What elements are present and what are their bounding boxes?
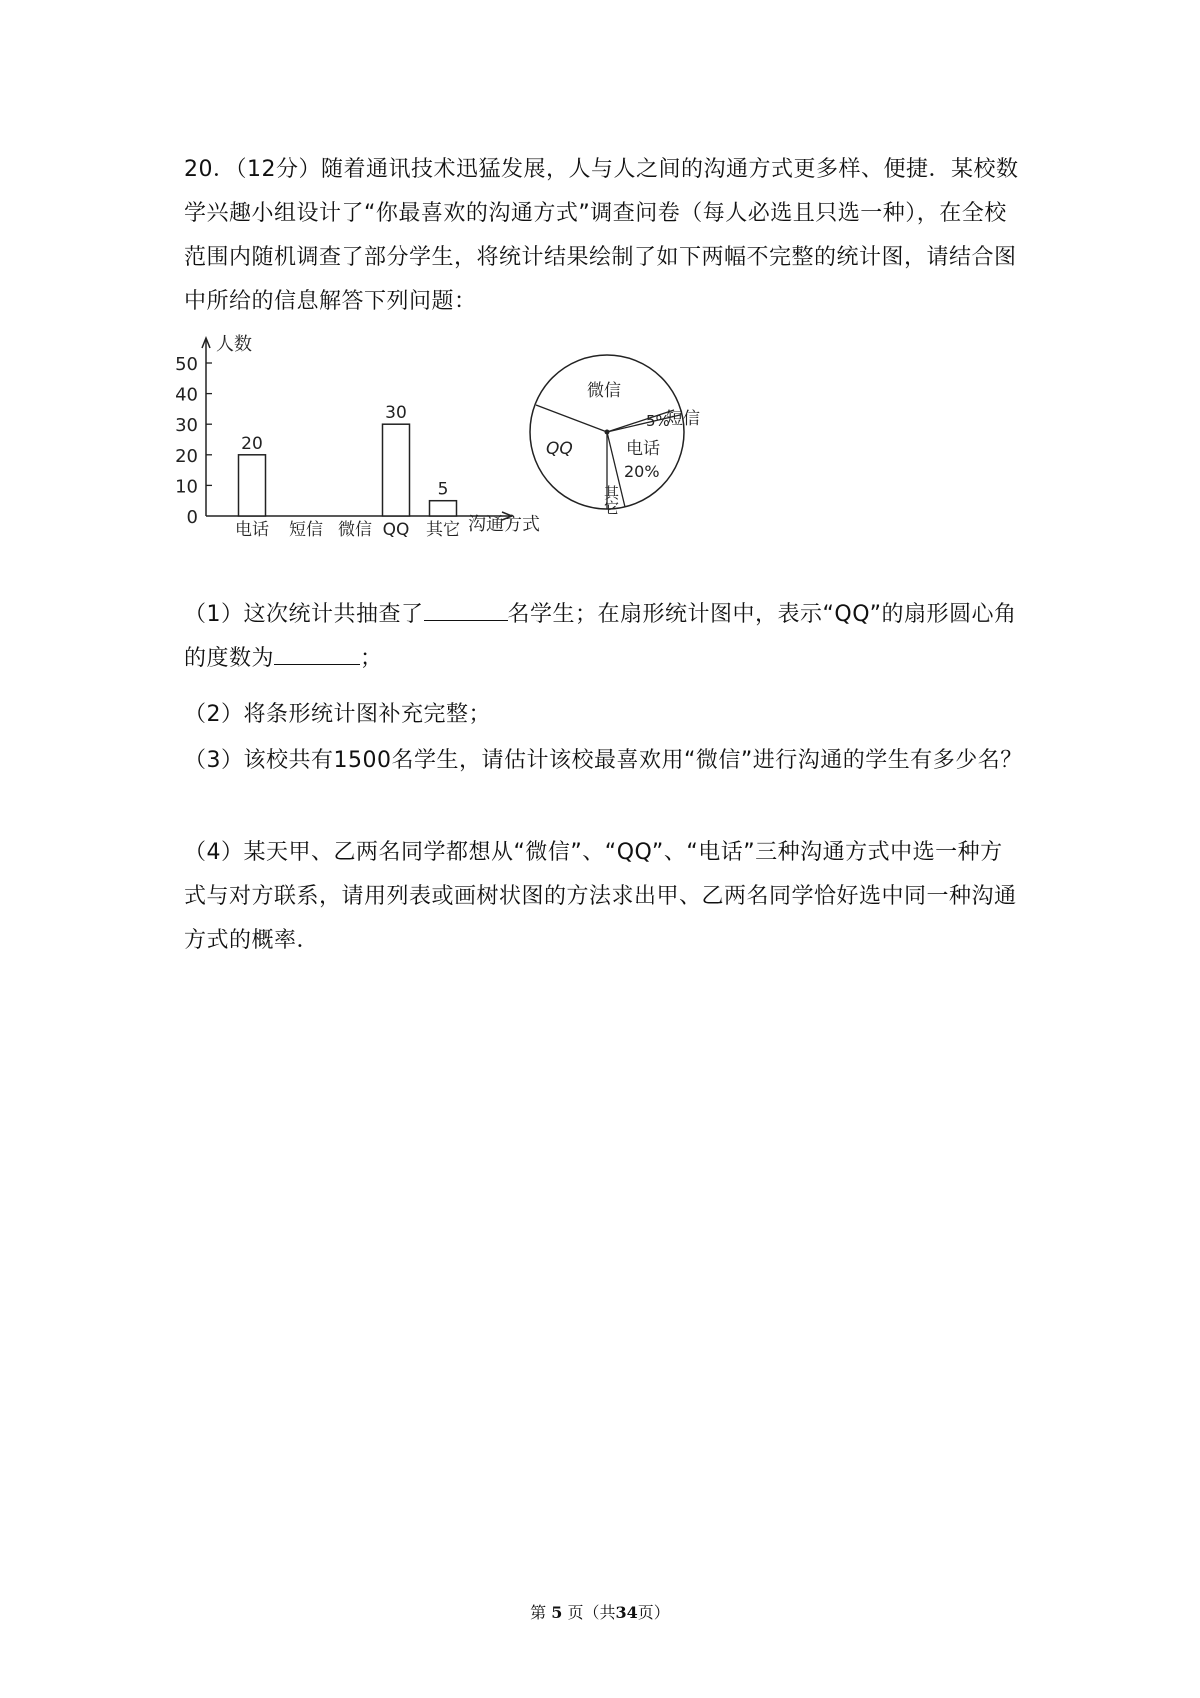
q1-text-c: ； bbox=[360, 646, 383, 671]
footer-total-pages: 34 bbox=[615, 1603, 638, 1622]
bar bbox=[239, 455, 266, 516]
pie-chart bbox=[530, 355, 700, 515]
bar-value-label: 5 bbox=[437, 479, 449, 500]
q1-text-a: （1）这次统计共抽查了 bbox=[184, 602, 424, 627]
pie-label-qq: QQ bbox=[546, 439, 573, 459]
q1-text-b: 名学生；在扇形统计图中，表示“QQ”的扇形圆心角的度数为 bbox=[184, 602, 1017, 671]
x-category-label: QQ bbox=[382, 520, 410, 540]
x-category-label: 短信 bbox=[289, 520, 323, 540]
y-tick-label: 50 bbox=[175, 354, 198, 375]
y-tick-label: 40 bbox=[175, 384, 198, 406]
charts-figure bbox=[175, 330, 740, 540]
pie-percent-sms: 5% bbox=[646, 412, 670, 430]
bar-value-label: 30 bbox=[385, 403, 407, 424]
slice-boundary-wechat-qq bbox=[536, 405, 607, 432]
bar-value-label: 20 bbox=[241, 433, 263, 454]
footer-page-number: 5 bbox=[551, 1603, 563, 1622]
question-intro: 20．（12分）随着通讯技术迅猛发展，人与人之间的沟通方式更多样、便捷．某校数学兴趣小组设计了“你最喜欢的沟通方式”调查问卷（每人必选且只选一种），在全校范围内随机调查了部分学生，将统计结果绘制了如下两幅不完整的统计图，请结合图中所给的信息解答下列问题： bbox=[184, 157, 1019, 314]
pie-center-dot bbox=[605, 430, 610, 435]
answer-blank-total[interactable] bbox=[424, 594, 508, 621]
y-tick-label: 10 bbox=[175, 476, 198, 498]
pie-label-wechat: 微信 bbox=[587, 381, 621, 401]
pie-label-other: 其它 bbox=[602, 485, 620, 515]
question-4: （4）某天甲、乙两名同学都想从“微信”、“QQ”、“电话”三种沟通方式中选一种方式与对方联系，请用列表或画树状图的方法求出甲、乙两名同学恰好选中同一种沟通方式的概率． bbox=[184, 840, 1017, 953]
page-footer bbox=[0, 1600, 1200, 1623]
bar bbox=[430, 501, 457, 516]
footer-middle: 页（共 bbox=[567, 1603, 616, 1622]
pie-percent-phone: 20% bbox=[624, 462, 660, 481]
x-category-label: 其它 bbox=[426, 520, 460, 540]
question-2: （2）将条形统计图补充完整； bbox=[184, 702, 491, 727]
y-tick-label: 0 bbox=[186, 507, 198, 528]
bar bbox=[383, 424, 410, 516]
bar-chart bbox=[175, 334, 540, 540]
x-category-label: 电话 bbox=[235, 520, 269, 540]
pie-label-sms: 短信 bbox=[666, 409, 700, 429]
footer-prefix: 第 bbox=[530, 1603, 547, 1622]
question-3: （3）该校共有1500名学生，请估计该校最喜欢用“微信”进行沟通的学生有多少名？ bbox=[184, 748, 1023, 773]
x-axis-label: 沟通方式 bbox=[468, 514, 540, 535]
answer-blank-angle[interactable] bbox=[274, 638, 360, 665]
y-tick-label: 30 bbox=[175, 415, 198, 437]
question-1 bbox=[184, 593, 1024, 681]
y-axis-label: 人数 bbox=[216, 334, 252, 355]
y-tick-label: 20 bbox=[175, 445, 198, 467]
pie-label-phone: 电话 bbox=[626, 439, 660, 459]
x-category-label: 微信 bbox=[338, 520, 372, 540]
footer-suffix: 页） bbox=[637, 1603, 670, 1622]
